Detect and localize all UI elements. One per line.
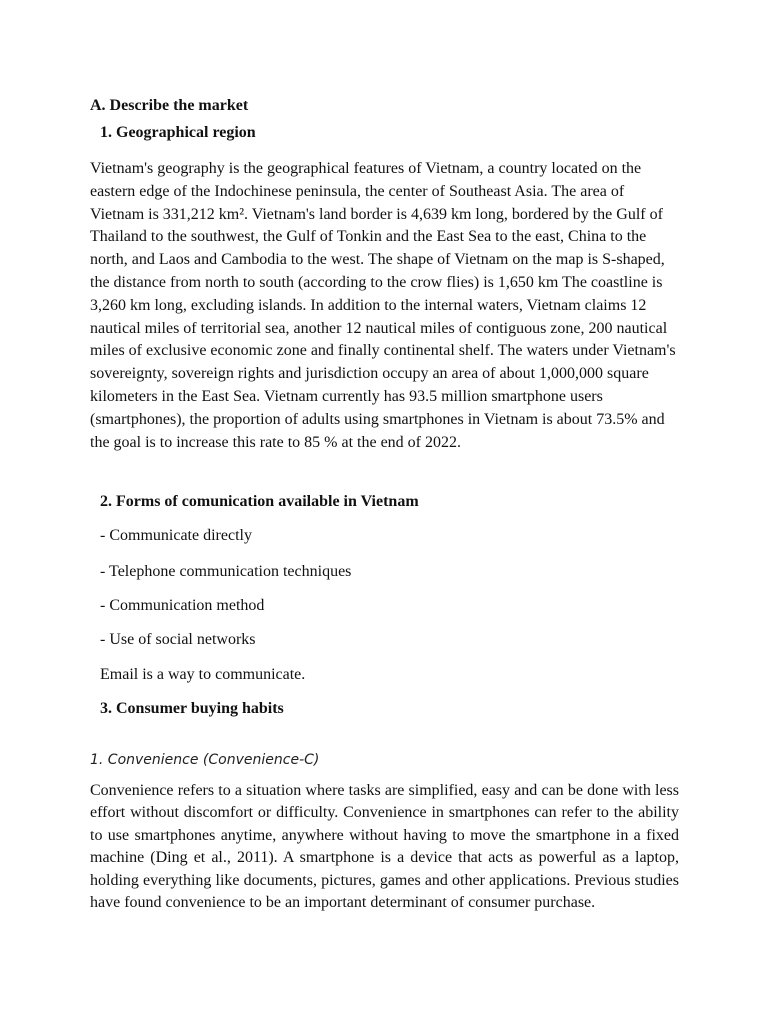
list-item-communication-method: - Communication method [100,597,265,614]
heading-geographical-region: 1. Geographical region [100,124,256,141]
list-item-telephone-communication: - Telephone communication techniques [100,563,352,580]
convenience-paragraph: Convenience refers to a situation where tasks are simplified, easy and can be done with less effort without discomfort or difficulty. Convenience in smartphones can refer to the ability to use smartphones anytime, anywhere without having to move the smartphone in a fixed machine (Ding et al., 2011). A smartphone is a device that acts as powerful as a laptop, holding everything like documents, pictures, games and other applications. Previous studies have found convenience to be an important determinant of consumer purchase. [90,782,679,912]
list-item-social-networks: - Use of social networks [100,631,256,648]
section-heading-describe-market: A. Describe the market [90,97,249,114]
heading-forms-of-communication: 2. Forms of comunication available in Vietnam [100,493,419,510]
heading-consumer-buying-habits: 3. Consumer buying habits [100,700,284,717]
list-item-communicate-directly: - Communicate directly [100,527,252,544]
geography-paragraph: Vietnam's geography is the geographical features of Vietnam, a country located on the eastern edge of the Indochinese peninsula, the center of Southeast Asia. The area of Vietnam is 331,212 km². Vietnam's land border is 4,639 km long, bordered by the Gulf of Thailand to the southwest, the Gulf of Tonkin and the East Sea to the east, China to the north, and Laos and Cambodia to the west. The shape of Vietnam on the map is S-shaped, the distance from north to south (according to the crow flies) is 1,650 km The coastline is 3,260 km long, excluding islands. In addition to the internal waters, Vietnam claims 12 nautical miles of territorial sea, another 12 nautical miles of contiguous zone, 200 nautical miles of exclusive economic zone and finally continental shelf. The waters under Vietnam's sovereignty, sovereign rights and jurisdiction occupy an area of about 1,000,000 square kilometers in the East Sea. Vietnam currently has 93.5 million smartphone users (smartphones), the proportion of adults using smartphones in Vietnam is about 73.5% and the goal is to increase this rate to 85 % at the end of 2022. [90,160,676,451]
sub-heading-convenience: 1. Convenience (Convenience-C) [90,752,320,768]
list-item-email: Email is a way to communicate. [100,666,306,683]
